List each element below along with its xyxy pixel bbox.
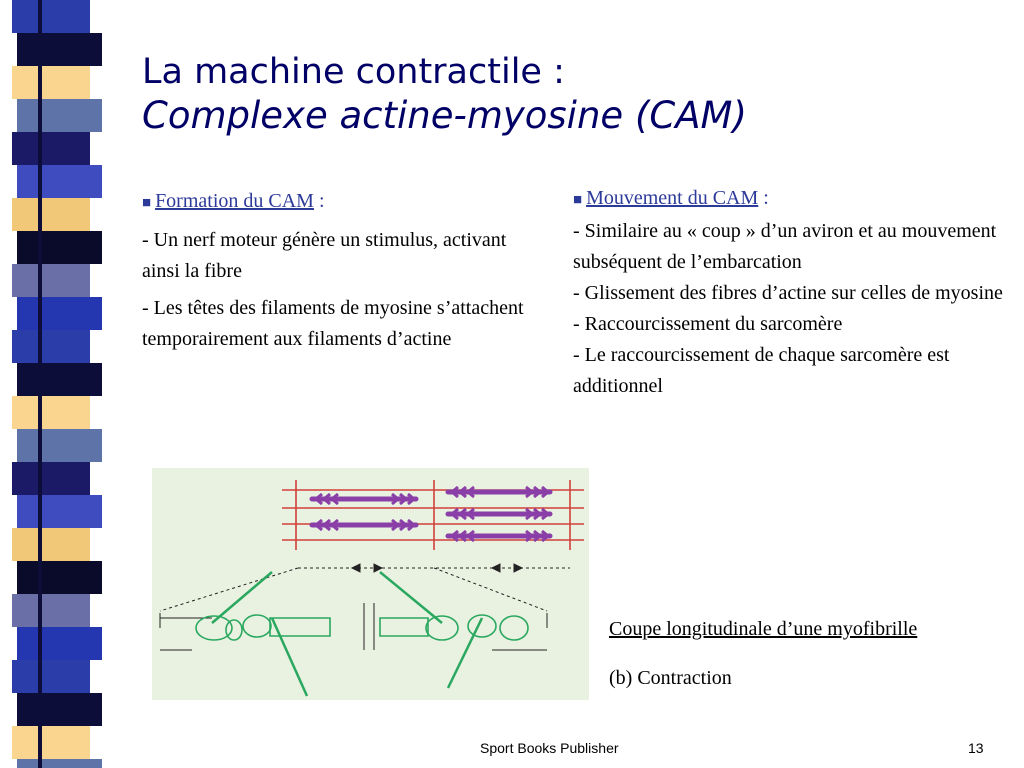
right-column (573, 183, 1013, 402)
left-item-2: - Les têtes des filaments de myosine s’attachent temporairement aux filaments d’actine (142, 297, 524, 350)
right-line-2: - Glissement des fibres d’actine sur celles de myosine (573, 282, 1003, 304)
figure-caption-subtitle: (b) Contraction (609, 667, 732, 689)
right-line-1: - Similaire au « coup » d’un aviron et au mouvement subséquent de l’embarcation (573, 220, 997, 273)
figure-caption-title: Coupe longitudinale d’une myofibrille (609, 618, 918, 640)
right-heading-suffix: : (758, 187, 769, 209)
left-column (142, 186, 537, 361)
figure-background (152, 468, 589, 700)
left-heading-suffix: : (313, 190, 325, 212)
mouvement-du-cam-link[interactable]: Mouvement du CAM (586, 187, 759, 209)
page-number: 13 (968, 740, 984, 756)
left-heading (142, 186, 537, 219)
footer-publisher: Sport Books Publisher (480, 740, 619, 756)
bullet-square-icon: ■ (142, 195, 152, 211)
title-line-2: Complexe actine-myosine (CAM) (142, 94, 747, 137)
decorative-stripe (0, 0, 120, 768)
right-line-3: - Raccourcissement du sarcomère (573, 313, 843, 335)
bullet-square-icon: ■ (573, 192, 583, 208)
title-line-1: La machine contractile : (142, 52, 565, 92)
left-item-1: - Un nerf moteur génère un stimulus, activant ainsi la fibre (142, 229, 507, 282)
right-heading (573, 183, 1013, 216)
formation-du-cam-link[interactable]: Formation du CAM (155, 190, 314, 212)
right-line-4: - Le raccourcissement de chaque sarcomère est additionnel (573, 344, 950, 397)
myofibril-contraction-figure (152, 468, 589, 700)
slide-title (142, 50, 1002, 139)
